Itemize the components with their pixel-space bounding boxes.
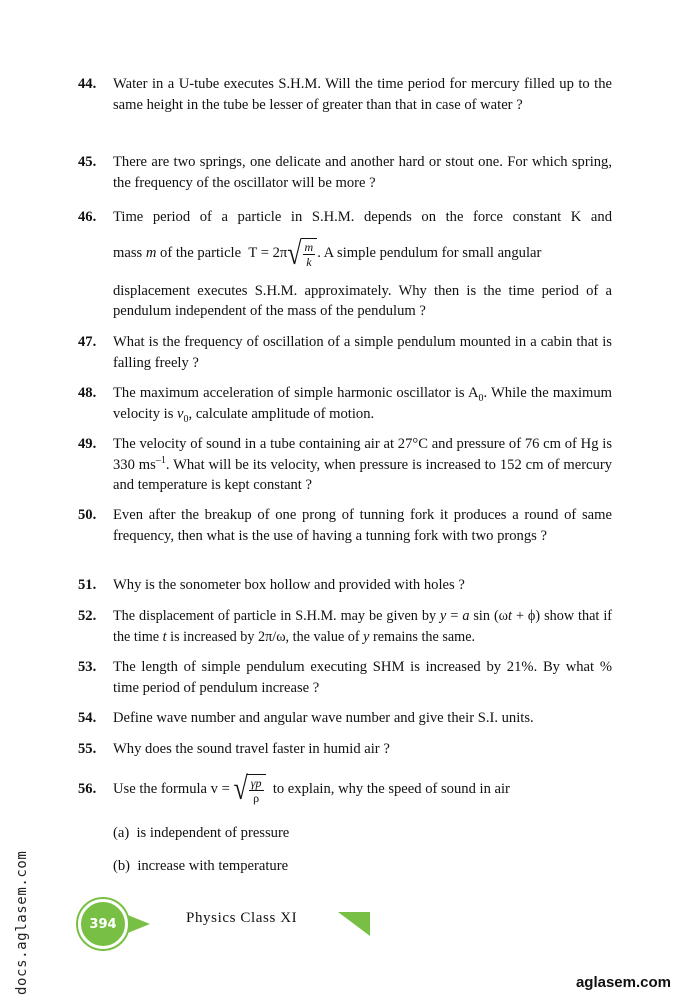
question-52: [78, 606, 612, 647]
page-number-badge: 394: [78, 899, 128, 949]
text-fragment: to explain, why the speed of sound in air: [272, 780, 510, 797]
text-fragment: . What will be its velocity, when pressure is increased to 152 cm of mercury and temperature is kept constant ?: [113, 456, 612, 493]
question-text: Even after the breakup of one prong of tunning fork it produces a round of same frequency, then what is the use of having a tunning fork with two prongs ?: [113, 507, 612, 544]
variable-a: a: [462, 608, 470, 624]
text-fragment: show that if the time: [113, 608, 612, 645]
question-text: Define wave number and angular wave number and give their S.I. units.: [113, 710, 534, 726]
question-text-line1: Time period of a particle in S.H.M. depends on the force constant K and: [113, 209, 612, 225]
variable-y: y: [363, 628, 370, 645]
question-number: 51.: [78, 577, 97, 593]
variable-m: m: [145, 245, 157, 262]
question-text: Why is the sonometer box hollow and provided with holes ?: [113, 577, 465, 593]
question-56: [78, 772, 612, 806]
text-fragment: . While the maximum velocity is: [113, 385, 612, 422]
question-44: [78, 74, 612, 115]
question-number: 56.: [78, 781, 97, 797]
fraction-numerator: γp: [250, 775, 262, 790]
footer-title: Physics Class XI: [186, 910, 298, 926]
fraction-denominator: k: [306, 255, 312, 269]
subscript: 0: [183, 413, 189, 425]
sub-item-text: increase with temperature: [137, 858, 289, 874]
question-text: What is the frequency of oscillation of a simple pendulum mounted in a cabin that is falling freely ?: [113, 334, 612, 371]
sqrt-sign: √: [287, 234, 302, 271]
question-text: [113, 383, 612, 424]
question-number: 55.: [78, 741, 97, 757]
sub-item-a: [113, 823, 289, 843]
question-formula-line: [113, 236, 612, 272]
superscript: –1: [155, 454, 166, 466]
question-number: 47.: [78, 334, 97, 350]
question-53: [78, 657, 612, 698]
question-55: [78, 739, 612, 760]
text-fragment: =: [446, 608, 463, 624]
question-text: Water in a U-tube executes S.H.M. Will the time period for mercury filled up to the same height in the tube be lesser of greater than that in case of water ?: [113, 76, 612, 113]
text-fragment: , calculate amplitude of motion.: [188, 405, 375, 422]
text-fragment: The velocity of sound in a tube containing air at 27°C and pressure of 76 cm of Hg is 330 ms: [113, 436, 612, 473]
question-48: [78, 383, 612, 424]
question-number: 54.: [78, 710, 97, 726]
sqrt-expression: [233, 770, 266, 807]
variable-v: v: [177, 405, 184, 422]
question-49: [78, 434, 612, 496]
question-number: 53.: [78, 659, 97, 675]
question-number: 50.: [78, 507, 97, 523]
sqrt-expression: [287, 234, 317, 271]
question-47: [78, 332, 612, 373]
side-watermark: docs.aglasem.com: [14, 850, 30, 995]
question-46: [78, 207, 612, 322]
formula-lhs: T = 2π: [248, 245, 288, 262]
question-text: Why does the sound travel faster in humid air ?: [113, 741, 390, 757]
question-number: 45.: [78, 154, 97, 170]
text-fragment: mass: [113, 245, 143, 262]
sub-item-text: is independent of pressure: [136, 825, 290, 841]
question-text: [113, 434, 612, 496]
text-fragment: remains the same.: [369, 628, 476, 645]
variable-t: t: [508, 608, 512, 624]
fraction-denominator: ρ: [253, 790, 260, 805]
fraction-numerator: m: [304, 240, 314, 254]
question-text-rest: displacement executes S.H.M. approximately. Why then is the time period of a pendulum independent of the mass of the pendulum ?: [113, 282, 612, 319]
sub-item-label: (a): [113, 825, 130, 841]
question-51: [78, 575, 612, 596]
text-fragment: + ϕ): [511, 608, 541, 624]
question-number: 49.: [78, 436, 97, 452]
question-number: 48.: [78, 385, 97, 401]
text-fragment: Use the formula v =: [113, 780, 230, 797]
text-fragment: The maximum acceleration of simple harmonic oscillator is A: [113, 385, 479, 401]
question-text: There are two springs, one delicate and another hard or stout one. For which spring, the frequency of the oscillator will be more ?: [113, 154, 612, 191]
question-45: [78, 152, 612, 193]
question-number: 44.: [78, 76, 97, 92]
sqrt-sign: √: [233, 770, 248, 807]
question-text: [113, 772, 612, 806]
variable-y: y: [440, 608, 447, 624]
question-number: 52.: [78, 608, 97, 624]
sub-item-b: [113, 856, 288, 876]
question-54: [78, 708, 612, 729]
question-text: The length of simple pendulum executing SHM is increased by 21%. By what % time period of pendulum increase ?: [113, 659, 612, 696]
footer-decoration-right: [338, 912, 370, 936]
variable-t: t: [162, 628, 167, 645]
fraction: [303, 240, 316, 269]
question-number: 46.: [78, 209, 97, 225]
text-fragment: The displacement of particle in S.H.M. may be given by: [113, 608, 441, 624]
fraction: [249, 776, 264, 805]
sub-item-label: (b): [113, 858, 131, 874]
site-watermark: aglasem.com: [575, 974, 671, 991]
subscript: 0: [478, 392, 484, 404]
text-fragment: . A simple pendulum for small angular: [317, 245, 542, 262]
text-fragment: of the particle: [160, 245, 242, 262]
question-text: [113, 606, 612, 647]
text-fragment: sin (ω: [469, 608, 509, 624]
question-50: [78, 505, 612, 546]
text-fragment: is increased by 2π/ω, the value of: [166, 628, 364, 645]
